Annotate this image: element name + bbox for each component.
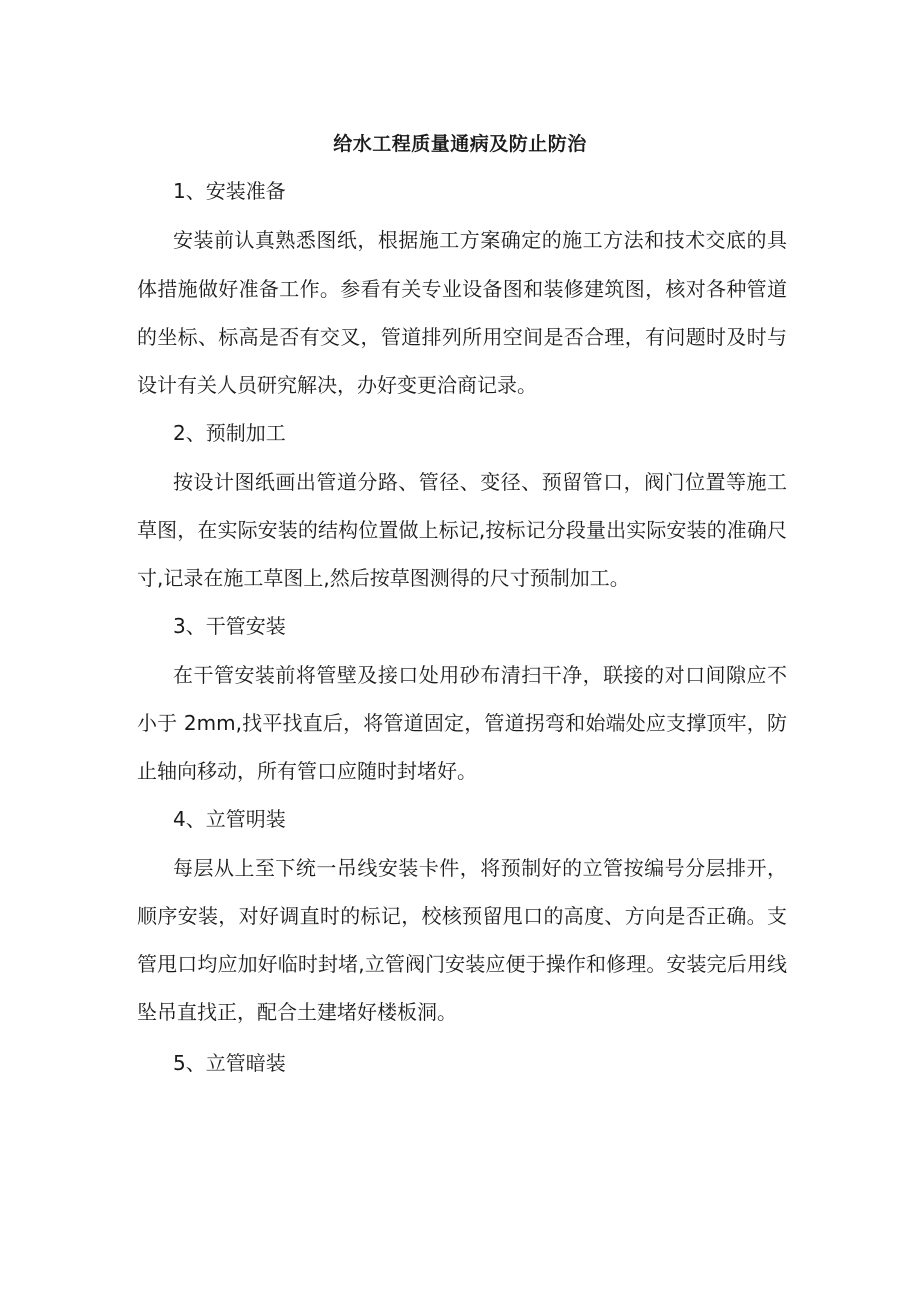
paragraph-line: 顺序安装，对好调直时的标记，校核预留甩口的高度、方向是否正确。支 — [137, 904, 787, 928]
paragraph-line: 止轴向移动，所有管口应随时封堵好。 — [137, 759, 477, 783]
document-title: 给水工程质量通病及防止防治 — [333, 133, 587, 155]
paragraph-line: 的坐标、标高是否有交叉，管道排列所用空间是否合理，有问题时及时与 — [137, 325, 787, 349]
section-heading-5: 5、立管暗装 — [173, 1051, 286, 1075]
paragraph-line: 设计有关人员研究解决，办好变更洽商记录。 — [137, 373, 537, 397]
section-heading-4: 4、立管明装 — [173, 807, 286, 831]
paragraph-line: 草图，在实际安装的结构位置做上标记,按标记分段量出实际安装的准确尺 — [137, 518, 787, 542]
paragraph-line: 安装前认真熟悉图纸，根据施工方案确定的施工方法和技术交底的具 — [173, 228, 787, 252]
paragraph-line: 每层从上至下统一吊线安装卡件，将预制好的立管按编号分层排开， — [173, 856, 787, 880]
paragraph-line: 按设计图纸画出管道分路、管径、变径、预留管口，阀门位置等施工 — [173, 470, 787, 494]
paragraph-line: 管甩口均应加好临时封堵,立管阀门安装应便于操作和修理。安装完后用线 — [137, 952, 787, 976]
paragraph-line: 体措施做好准备工作。参看有关专业设备图和装修建筑图，核对各种管道 — [137, 277, 787, 301]
section-heading-3: 3、干管安装 — [173, 614, 286, 638]
paragraph-line: 在干管安装前将管壁及接口处用砂布清扫干净，联接的对口间隙应不 — [173, 663, 787, 687]
paragraph-line: 坠吊直找正，配合土建堵好楼板洞。 — [137, 1000, 457, 1024]
section-heading-2: 2、预制加工 — [173, 421, 286, 445]
paragraph-line: 寸,记录在施工草图上,然后按草图测得的尺寸预制加工。 — [137, 566, 630, 590]
section-heading-1: 1、安装准备 — [173, 179, 286, 203]
paragraph-line: 小于 2mm,找平找直后，将管道固定，管道拐弯和始端处应支撑顶牢，防 — [137, 711, 787, 735]
